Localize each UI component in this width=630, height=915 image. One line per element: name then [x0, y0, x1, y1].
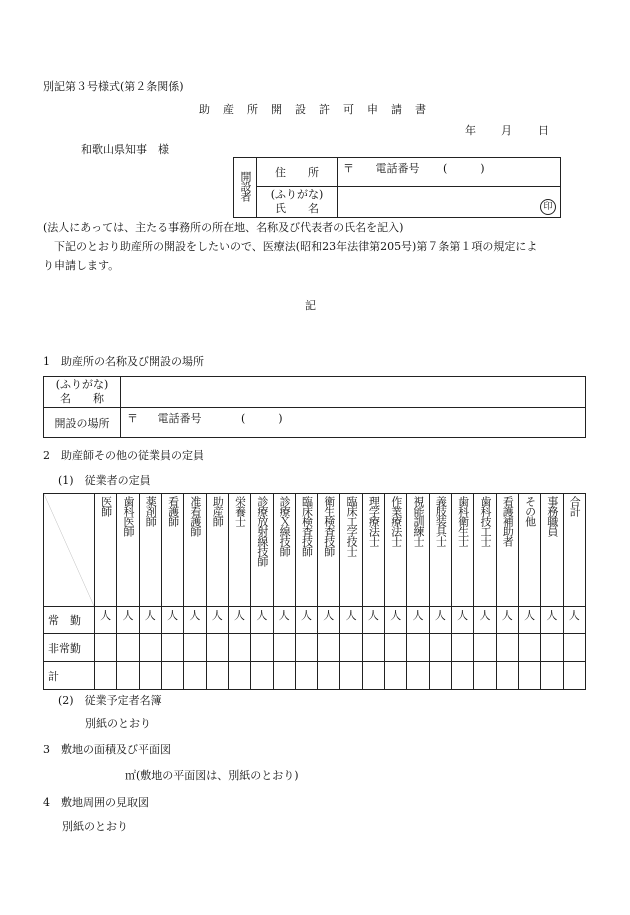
staff-count-cell[interactable]: [496, 607, 518, 634]
staff-count-cell[interactable]: [95, 662, 117, 690]
column-header: [452, 494, 474, 607]
staff-count-cell[interactable]: [496, 634, 518, 662]
column-header: [161, 494, 183, 607]
staff-count-cell[interactable]: [429, 607, 451, 634]
staff-count-cell[interactable]: [318, 662, 340, 690]
unit-label: 人: [189, 609, 201, 622]
column-header: [251, 494, 273, 607]
section2-heading: 2 助産師その他の従業員の定員: [43, 449, 204, 462]
staff-count-cell[interactable]: [95, 607, 117, 634]
staff-count-cell[interactable]: [206, 607, 228, 634]
staff-count-cell[interactable]: [206, 662, 228, 690]
ki-mark: 記: [305, 299, 316, 312]
column-header: [407, 494, 429, 607]
column-header-label: 助産師: [211, 496, 225, 526]
column-header: [206, 494, 228, 607]
staff-count-cell[interactable]: [452, 662, 474, 690]
diagonal-corner-cell: [44, 494, 95, 607]
row-label: 常 勤: [44, 607, 95, 634]
staff-count-cell[interactable]: [496, 662, 518, 690]
staff-count-cell[interactable]: [206, 634, 228, 662]
staff-count-cell[interactable]: [563, 662, 585, 690]
date-day: 日: [538, 124, 549, 137]
staff-count-cell[interactable]: [161, 607, 183, 634]
location-label: 開設の場所: [44, 408, 121, 438]
unit-label: 人: [234, 609, 246, 622]
facility-table: [43, 376, 586, 438]
staff-count-cell[interactable]: [228, 634, 250, 662]
staff-count-cell[interactable]: [95, 634, 117, 662]
staff-count-cell[interactable]: [139, 607, 161, 634]
staff-count-cell[interactable]: [184, 607, 206, 634]
staff-count-cell[interactable]: [251, 662, 273, 690]
intro-text-1: 下記のとおり助産所の開設をしたいので、医療法(昭和23年法律第205号)第７条第１項の規定によ: [43, 240, 538, 253]
unit-label: 人: [100, 609, 112, 622]
staff-count-cell[interactable]: [340, 607, 362, 634]
section2-sub2: (2) 従業予定者名簿: [58, 694, 162, 707]
column-header: [273, 494, 295, 607]
staff-count-cell[interactable]: [541, 662, 563, 690]
column-header: [474, 494, 496, 607]
column-header-label: 歯科衛生士: [456, 496, 470, 546]
row-label: 非常勤: [44, 634, 95, 662]
staff-count-cell[interactable]: [251, 634, 273, 662]
staff-count-cell[interactable]: [340, 634, 362, 662]
section2-sub2-text: 別紙のとおり: [85, 717, 151, 730]
column-header-label: 視能訓練士: [412, 496, 426, 546]
unit-label: 人: [479, 609, 491, 622]
form-label: 別記第３号様式(第２条関係): [43, 80, 184, 93]
staff-count-cell[interactable]: [161, 662, 183, 690]
staff-count-cell[interactable]: [318, 634, 340, 662]
staff-count-cell[interactable]: [161, 634, 183, 662]
column-header: [429, 494, 451, 607]
column-header: [318, 494, 340, 607]
unit-label: 人: [345, 609, 357, 622]
staff-count-cell[interactable]: [518, 607, 540, 634]
column-header-label: 臨床検査技師: [300, 496, 314, 556]
staff-count-cell[interactable]: [429, 634, 451, 662]
staff-count-cell[interactable]: [295, 634, 317, 662]
unit-label: 人: [501, 609, 513, 622]
column-header-label: 歯科技工士: [478, 496, 492, 546]
staff-count-cell[interactable]: [273, 607, 295, 634]
facility-postal-mark: 〒: [127, 412, 138, 425]
seal-mark: 印: [540, 199, 556, 215]
facility-name-label: 名 称: [60, 392, 104, 405]
staff-count-cell[interactable]: [518, 634, 540, 662]
column-header: [362, 494, 384, 607]
column-header: [340, 494, 362, 607]
staff-count-cell[interactable]: [362, 662, 384, 690]
column-header: [496, 494, 518, 607]
staff-count-cell[interactable]: [273, 634, 295, 662]
staff-count-cell[interactable]: [385, 634, 407, 662]
unit-label: 人: [568, 609, 580, 622]
staff-count-cell[interactable]: [228, 607, 250, 634]
staff-count-cell[interactable]: [295, 607, 317, 634]
facility-phone-paren: ( ): [241, 412, 283, 425]
unit-label: 人: [122, 609, 134, 622]
name-field[interactable]: [338, 187, 561, 218]
staff-count-cell[interactable]: [318, 607, 340, 634]
unit-label: 人: [390, 609, 402, 622]
staff-count-cell[interactable]: [385, 607, 407, 634]
staff-count-cell[interactable]: [184, 634, 206, 662]
applicant-name-label: 氏 名: [275, 202, 319, 215]
section4-heading: 4 敷地周囲の見取図: [43, 796, 149, 809]
column-header-label: 理学療法士: [367, 496, 381, 546]
staff-count-cell[interactable]: [563, 607, 585, 634]
column-header: [385, 494, 407, 607]
column-header-label: 義肢装具士: [434, 496, 448, 546]
column-header-label: 事務職員: [545, 496, 559, 536]
unit-label: 人: [144, 609, 156, 622]
row-label: 計: [44, 662, 95, 690]
applicant-group-label: 開設者: [239, 171, 252, 201]
staff-count-cell[interactable]: [407, 662, 429, 690]
applicant-furigana-label: (ふりがな): [270, 188, 324, 201]
column-header-label: 臨床工学技士: [345, 496, 359, 556]
column-header-label: 合計: [568, 496, 582, 516]
column-header-label: 衛生検査技師: [322, 496, 336, 556]
column-header-label: 薬剤師: [144, 496, 158, 526]
unit-label: 人: [412, 609, 424, 622]
address-label: 住 所: [257, 158, 338, 187]
unit-label: 人: [367, 609, 379, 622]
unit-label: 人: [434, 609, 446, 622]
staff-count-cell[interactable]: [251, 607, 273, 634]
staff-count-cell[interactable]: [228, 662, 250, 690]
phone-label: 電話番号: [375, 162, 420, 175]
unit-label: 人: [457, 609, 469, 622]
unit-label: 人: [524, 609, 536, 622]
staff-count-cell[interactable]: [474, 662, 496, 690]
date-month: 月: [501, 124, 512, 137]
column-header-label: 医師: [99, 496, 113, 516]
staff-count-cell[interactable]: [452, 607, 474, 634]
section3-heading: 3 敷地の面積及び平面図: [43, 743, 171, 756]
section1-heading: 1 助産所の名称及び開設の場所: [43, 355, 204, 368]
staff-count-cell[interactable]: [117, 634, 139, 662]
staff-count-cell[interactable]: [139, 662, 161, 690]
phone-paren: ( ): [443, 162, 485, 175]
corp-note: (法人にあっては、主たる事務所の所在地、名称及び代表者の氏名を記入): [43, 221, 404, 234]
facility-phone-label: 電話番号: [157, 412, 202, 425]
column-header: [95, 494, 117, 607]
column-header-label: 作業療法士: [389, 496, 403, 546]
unit-label: 人: [278, 609, 290, 622]
staff-count-cell[interactable]: [340, 662, 362, 690]
page-title: 助 産 所 開 設 許 可 申 請 書: [199, 103, 427, 116]
column-header-label: 歯科医師: [121, 496, 135, 536]
staff-count-cell[interactable]: [362, 607, 384, 634]
staff-count-cell[interactable]: [117, 607, 139, 634]
staff-count-cell[interactable]: [541, 634, 563, 662]
staff-count-cell[interactable]: [407, 607, 429, 634]
section4-text: 別紙のとおり: [62, 820, 128, 833]
staff-count-cell[interactable]: [518, 662, 540, 690]
column-header-label: その他: [523, 496, 537, 526]
unit-label: 人: [167, 609, 179, 622]
staff-table: [43, 493, 586, 690]
facility-name-field[interactable]: [121, 377, 586, 408]
staff-count-cell[interactable]: [362, 634, 384, 662]
section3-text: ㎡(敷地の平面図は、別紙のとおり): [125, 769, 299, 782]
addressee: 和歌山県知事 様: [81, 143, 169, 156]
unit-label: 人: [323, 609, 335, 622]
address-field[interactable]: [338, 158, 561, 187]
column-header: [184, 494, 206, 607]
intro-text-2: り申請します。: [43, 259, 120, 272]
column-header: [541, 494, 563, 607]
staff-count-cell[interactable]: [184, 662, 206, 690]
staff-count-cell[interactable]: [429, 662, 451, 690]
staff-count-cell[interactable]: [407, 634, 429, 662]
section2-sub1: (1) 従業者の定員: [58, 474, 151, 487]
staff-count-cell[interactable]: [452, 634, 474, 662]
location-field[interactable]: [121, 408, 586, 438]
column-header-label: 診療放射線技師: [255, 496, 269, 566]
date-year: 年: [465, 124, 476, 137]
staff-count-cell[interactable]: [541, 607, 563, 634]
column-header-label: 看護師: [166, 496, 180, 526]
unit-label: 人: [300, 609, 312, 622]
column-header: [563, 494, 585, 607]
unit-label: 人: [546, 609, 558, 622]
unit-label: 人: [256, 609, 268, 622]
column-header-label: 准看護師: [188, 496, 202, 536]
column-header-label: 診療Ｘ線技師: [278, 496, 292, 556]
column-header: [518, 494, 540, 607]
column-header: [117, 494, 139, 607]
column-header-label: 看護補助者: [501, 496, 515, 546]
staff-count-cell[interactable]: [385, 662, 407, 690]
postal-mark: 〒: [343, 162, 354, 175]
facility-furigana-label: (ふりがな): [55, 378, 109, 391]
staff-count-cell[interactable]: [563, 634, 585, 662]
unit-label: 人: [211, 609, 223, 622]
column-header: [228, 494, 250, 607]
staff-count-cell[interactable]: [139, 634, 161, 662]
staff-count-cell[interactable]: [474, 634, 496, 662]
staff-count-cell[interactable]: [273, 662, 295, 690]
applicant-table: [233, 157, 561, 218]
column-header-label: 栄養士: [233, 496, 247, 526]
staff-count-cell[interactable]: [474, 607, 496, 634]
staff-count-cell[interactable]: [117, 662, 139, 690]
staff-count-cell[interactable]: [295, 662, 317, 690]
column-header: [295, 494, 317, 607]
column-header: [139, 494, 161, 607]
